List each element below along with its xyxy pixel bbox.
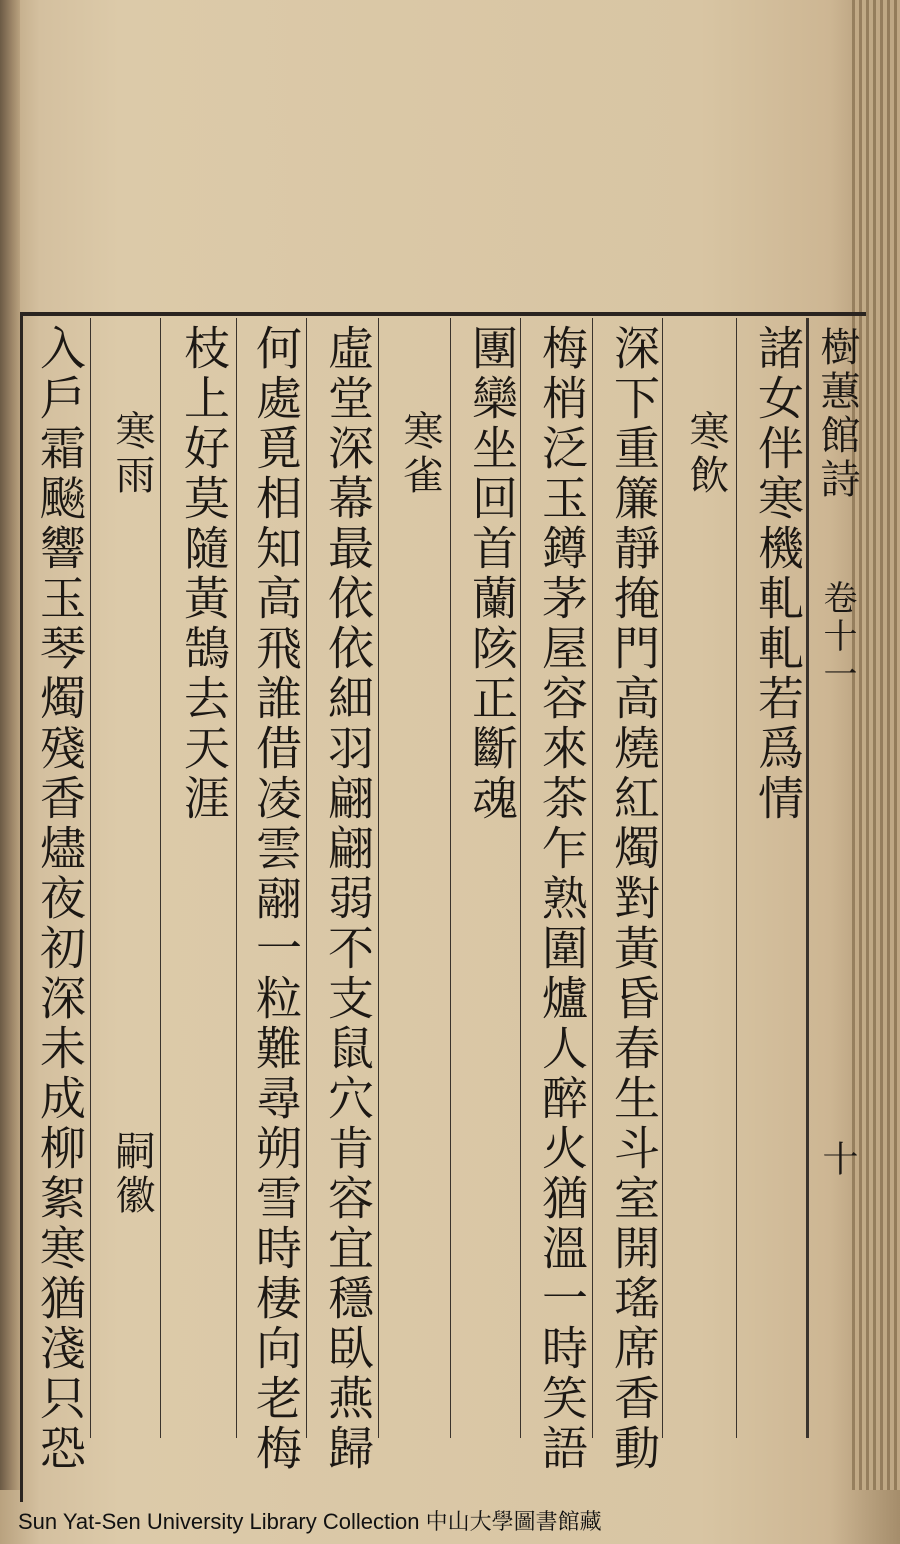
column-rule [90, 318, 91, 1438]
poem-line: 入戶霜飈響玉琴燭殘香燼夜初深未成柳絮寒猶淺只恐 [33, 324, 87, 1474]
poem-title: 寒雀 [397, 410, 443, 498]
poem-line: 深下重簾靜掩門高燒紅燭對黃昏春生斗室開瑤席香動 [607, 324, 661, 1474]
binding-edge [0, 0, 20, 1490]
column-rule [736, 318, 737, 1438]
column-rule [306, 318, 307, 1438]
folio-number: 十 [817, 1140, 858, 1180]
volume-number: 卷十一 [817, 580, 857, 694]
poem-line: 梅梢泛玉鐏茅屋容來茶乍熟圍爐人醉火猶溫一時笑語 [535, 324, 589, 1474]
poem-line: 何處覓相知高飛誰借凌雲翮一粒難尋朔雪時棲向老梅 [249, 324, 303, 1474]
author-name: 嗣徽 [109, 1130, 155, 1218]
poem-title: 寒飲 [683, 410, 729, 498]
column-rule [450, 318, 451, 1438]
poem-line: 諸女伴寒機軋軋若爲情 [751, 324, 805, 824]
poem-line: 枝上好莫隨黃鵠去天涯 [177, 324, 231, 824]
poem-title: 寒雨 [109, 410, 155, 498]
poem-line: 團欒坐回首蘭陔正斷魂 [465, 324, 519, 824]
column-rule [592, 318, 593, 1438]
column-rule [236, 318, 237, 1438]
book-title: 樹蕙館詩 [814, 326, 860, 502]
column-rule [378, 318, 379, 1438]
poem-line: 虛堂深幕最依依細羽翩翩弱不支鼠穴肯容宜穩臥燕歸 [321, 324, 375, 1474]
collection-credit: Sun Yat-Sen University Library Collection 中山大學圖書館藏 [18, 1509, 602, 1534]
